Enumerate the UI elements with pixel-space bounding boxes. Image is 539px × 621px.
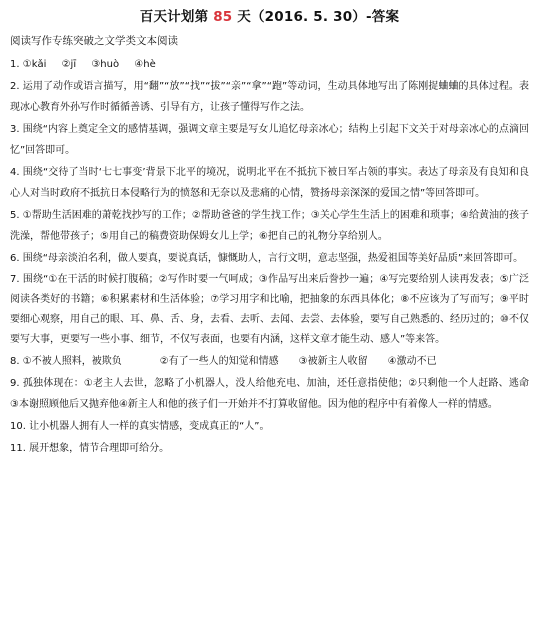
answer-8-number: 8. [10,356,23,367]
answer-1-number: 1. [10,59,23,70]
answer-2: 2. 运用了动作或语言描写，用“翻”“放”“找”“拔”“亲”“拿”“跑”等动词，生动具体地写出了陈刚捉蛐蛐的具体过程。表现冰心教育外孙写作时循循善诱、引导有方，让孩子懂得写作之法。 [10,81,529,113]
answer-1 [10,54,529,75]
answer-10: 10. 让小机器人拥有人一样的真实情感，变成真正的“人”。 [10,421,270,432]
answer-8 [10,351,529,372]
answer-11: 11. 展开想象，情节合理即可给分。 [10,443,170,454]
answer-8-option: ①不被人照料，被欺负 [22,356,122,367]
title-day-number: 85 [213,9,233,25]
answer-8-option: ③被新主人收留 [298,356,368,367]
section-subtitle: 阅读写作专练突破之文学类文本阅读 [10,35,178,47]
answer-8-option: ②有了一些人的知觉和情感 [159,356,279,367]
answer-9: 9. 孤独体现在：①老主人去世，忽略了小机器人，没人给他充电、加油，还任意指使他；②只剩他一个人赶路、逃命③本谢照顾他后又抛弃他④新主人和他的孩子们一开始并不打算收留他。因为他的程序中有着像人一样的情感。 [10,378,529,410]
answer-7: 7. 围绕“①在干活的时候打腹稿；②写作时要一气呵成；③作品写出来后誊抄一遍；④写完要给别人读再发表；⑤广泛阅读各类好的书籍；⑥积累素材和生活体验；⑦学习用字和比喻，把抽象的东西具体化；⑧不应该为了写而写；⑨平时要细心观察，用自己的眼、耳、鼻、舌、身，去看、去听、去闻、去尝、去体验，要写自己熟悉的、经历过的；⑩不仅要写大事，更要写一些小事、细节，不仅写表面，也要有内涵，这样文章才能生动、感人”等来答。 [10,274,529,345]
pinyin-item: ②jī [61,59,77,70]
title-suffix: 天（2016. 5. 30）-答案 [232,9,400,25]
pinyin-item: ①kǎi [22,59,47,70]
answer-6: 6. 围绕“母亲淡泊名利，做人要真，要说真话，慷慨助人，言行文明，意志坚强，热爱祖国等美好品质”来回答即可。 [10,253,524,264]
answer-5: 5. ①帮助生活困难的萧乾找抄写的工作；②帮助爸爸的学生找工作；③关心学生生活上的困难和琐事；④给黄油的孩子洗澡，帮他带孩子；⑤用自己的稿费资助保姆女儿上学；⑥把自己的礼物分享给别人。 [10,210,529,242]
title-prefix: 百天计划第 [139,9,214,25]
pinyin-item: ④hè [134,59,156,70]
page-title [10,8,529,26]
answer-3: 3. 围绕“内容上奠定全文的感情基调，强调文章主要是写女儿追忆母亲冰心；结构上引起下文关于对母亲冰心的点滴回忆”回答即可。 [10,124,529,156]
answer-8-option: ④激动不已 [387,356,437,367]
pinyin-item: ③huò [91,59,120,70]
answer-4: 4. 围绕“交待了当时‘七七事变’背景下北平的境况，说明北平在不抵抗下被日军占领的事实。表达了母亲及有良知和良心人对当时政府不抵抗日本侵略行为的愤怒和无奈以及悲痛的心情，赞扬母亲深深的爱国之情”等回答即可。 [10,167,529,199]
